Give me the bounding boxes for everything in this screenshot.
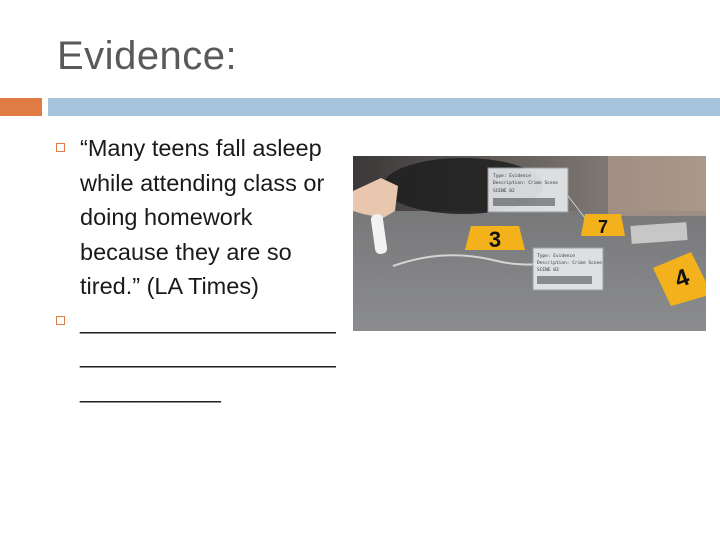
- evidence-marker-3: [465, 226, 525, 252]
- bullet-quote-text: “Many teens fall asleep while attending class or doing homework because they are so tired.” (LA Times): [80, 135, 325, 299]
- accent-bar: [48, 98, 720, 116]
- tag2-line3: SCENE 03: [537, 268, 559, 273]
- marker-7-label: 7: [597, 217, 609, 237]
- background-wall: [608, 156, 706, 216]
- bullet-quote: [56, 131, 346, 304]
- evidence-tag-1: [488, 168, 568, 212]
- accent-block: [0, 98, 42, 116]
- evidence-marker-7: [581, 214, 625, 237]
- slide-title: Evidence:: [57, 34, 238, 78]
- evidence-tag-2: [533, 248, 603, 290]
- barcode-icon: [537, 276, 592, 284]
- crime-scene-photo: [353, 156, 706, 331]
- tag1-line1: Type: Evidence: [493, 174, 531, 179]
- tag1-line3: SCENE 02: [493, 189, 515, 194]
- bullet-blank: [56, 304, 346, 408]
- bullet-blank-line: ___________________________________________________: [80, 307, 336, 403]
- tag2-line1: Type: Evidence: [537, 254, 575, 259]
- square-bullet-icon: [56, 143, 65, 152]
- tag1-line2: Description: Crime Scene: [493, 181, 559, 186]
- barcode-icon: [493, 198, 555, 206]
- bullet-list: [56, 131, 346, 407]
- tag2-line2: Description: Crime Scene: [537, 261, 603, 266]
- marker-3-label: 3: [488, 227, 502, 252]
- marker-4-label: 4: [671, 263, 694, 294]
- square-bullet-icon: [56, 316, 65, 325]
